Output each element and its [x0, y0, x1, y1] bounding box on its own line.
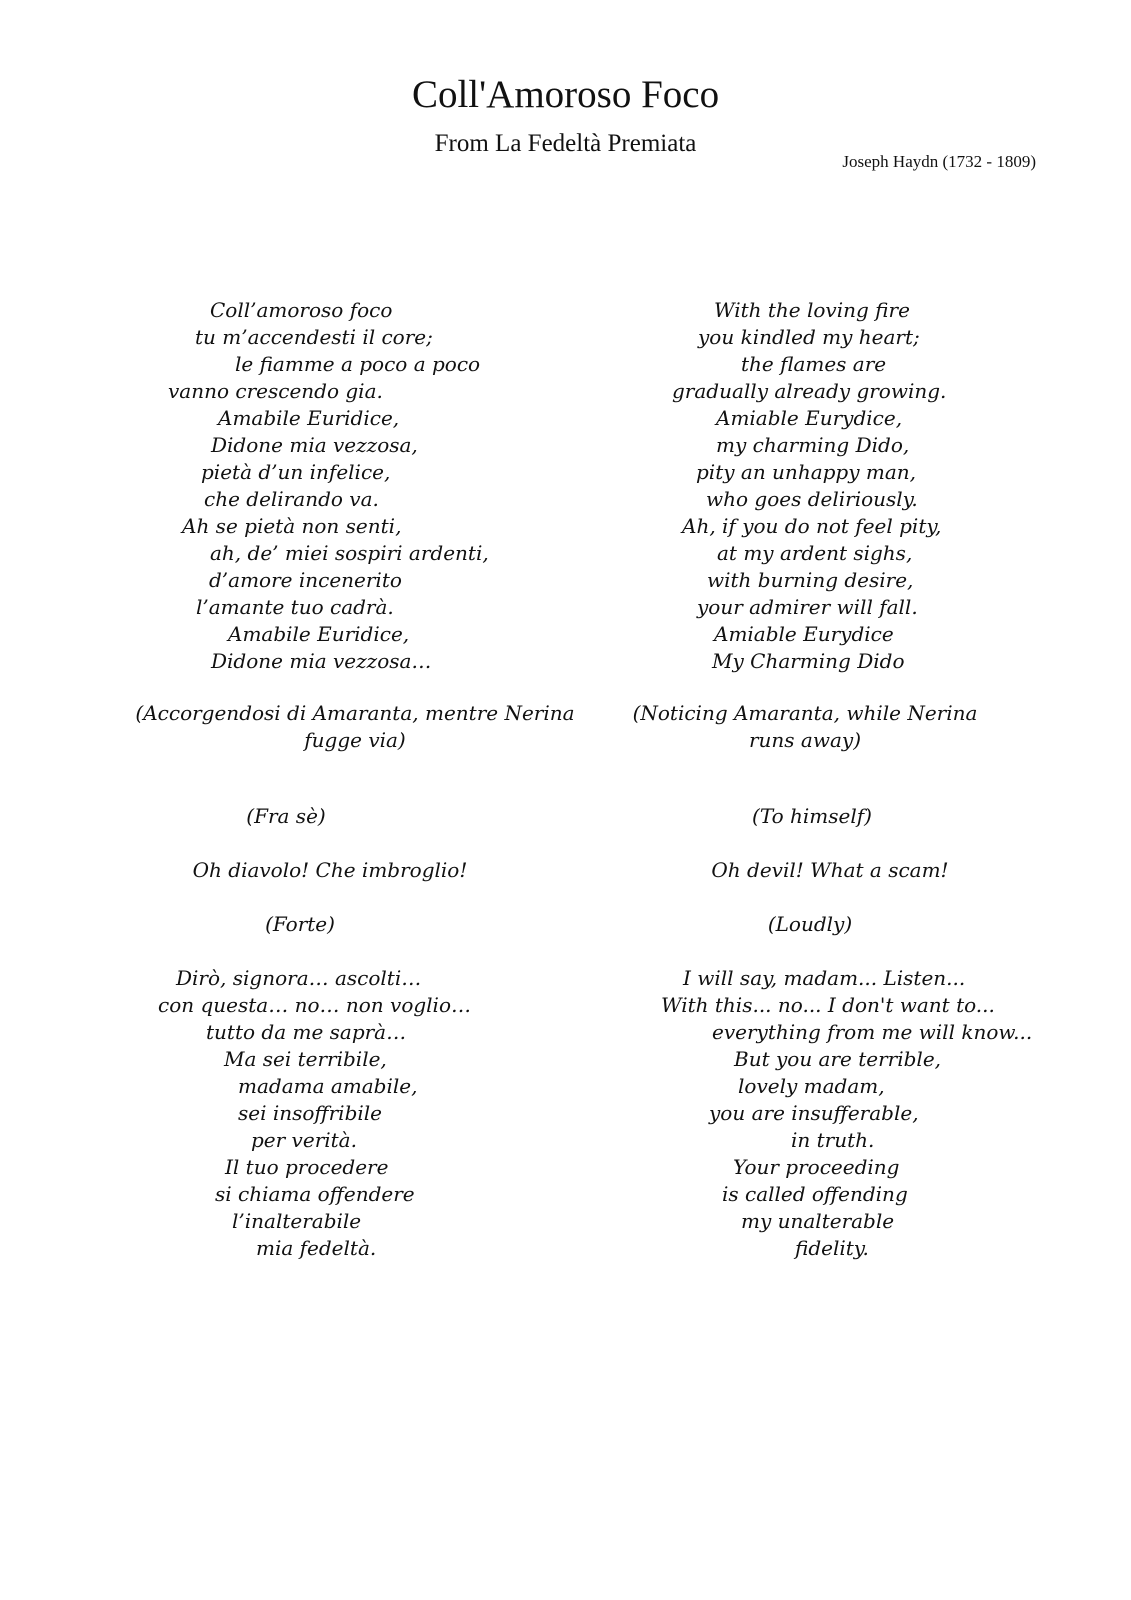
english-line: Amiable Eurydice [714, 622, 894, 646]
english-line: fidelity. [795, 1236, 869, 1260]
italian-line: d’amore incenerito [209, 568, 402, 592]
italian-line: Amabile Euridice, [228, 622, 410, 646]
italian-line: Il tuo procedere [225, 1155, 389, 1179]
italian-line: Amabile Euridice, [218, 406, 400, 430]
english-line: my charming Dido, [716, 433, 910, 457]
italian-line: l’amante tuo cadrà. [196, 595, 394, 619]
italian-line: le fiamme a poco a poco [235, 352, 481, 376]
english-line: Your proceeding [733, 1155, 900, 1179]
english-line: with burning desire, [707, 568, 914, 592]
english-line: is called offending [722, 1182, 908, 1206]
italian-line: Didone mia vezzosa, [211, 433, 418, 457]
english-line: you are insufferable, [709, 1101, 919, 1125]
english-line: lovely madam, [738, 1074, 885, 1098]
english-line: pity an unhappy man, [696, 460, 917, 484]
english-line: Amiable Eurydice, [716, 406, 903, 430]
italian-line: l’inalterabile [232, 1209, 362, 1233]
english-line: in truth. [791, 1128, 875, 1152]
italian-line: con questa… no… non voglio… [158, 993, 471, 1017]
english-line: everything from me will know... [712, 1020, 1033, 1044]
stage-direction: (Noticing Amaranta, while Nerina runs away) [632, 701, 978, 752]
exclamation-line: Oh devil! What a scam! [711, 858, 949, 882]
italian-line: pietà d’un infelice, [201, 460, 391, 484]
italian-line: che delirando va. [204, 487, 379, 511]
italian-line: Ah se pietà non senti, [182, 514, 402, 538]
italian-line: Dirò, signora… ascolti… [176, 966, 422, 990]
italian-line: si chiama offendere [215, 1182, 415, 1206]
english-line: Ah, if you do not feel pity, [682, 514, 942, 538]
italian-line: Ma sei terribile, [224, 1047, 387, 1071]
italian-line: sei insoffribile [238, 1101, 382, 1125]
stage-direction: (Fra sè) [246, 804, 326, 828]
english-line: my unalterable [741, 1209, 895, 1233]
stage-direction: (To himself) [752, 804, 872, 828]
italian-line: ah, de’ miei sospiri ardenti, [210, 541, 489, 565]
english-line: you kindled my heart; [698, 325, 920, 349]
english-line: gradually already growing. [672, 379, 947, 403]
english-line: at my ardent sighs, [717, 541, 913, 565]
english-line: But you are terrible, [734, 1047, 942, 1071]
italian-line: Didone mia vezzosa… [211, 649, 432, 673]
italian-line: Coll’amoroso foco [210, 298, 393, 322]
english-line: your admirer will fall. [697, 595, 918, 619]
stage-direction: (Accorgendosi di Amaranta, mentre Nerina fugge via) [135, 701, 575, 752]
italian-line: vanno crescendo gia. [168, 379, 383, 403]
english-line: who goes deliriously. [706, 487, 918, 511]
english-line: the flames are [741, 352, 887, 376]
italian-line: per verità. [251, 1128, 357, 1152]
page-title: Coll'Amoroso Foco [411, 73, 720, 116]
english-line: With this... no... I don't want to... [661, 993, 995, 1017]
italian-line: tu m’accendesti il core; [195, 325, 433, 349]
italian-line: madama amabile, [238, 1074, 418, 1098]
composer-credit: Joseph Haydn (1732 - 1809) [842, 152, 1036, 171]
english-line: I will say, madam... Listen... [683, 966, 966, 990]
english-line: My Charming Dido [712, 649, 905, 673]
stage-direction: (Forte) [265, 912, 335, 936]
exclamation-line: Oh diavolo! Che imbroglio! [192, 858, 468, 882]
italian-line: tutto da me saprà… [206, 1020, 407, 1044]
english-line: With the loving fire [714, 298, 910, 322]
page-subtitle: From La Fedeltà Premiata [434, 130, 697, 157]
stage-direction: (Loudly) [767, 912, 853, 936]
italian-line: mia fedeltà. [256, 1236, 377, 1260]
